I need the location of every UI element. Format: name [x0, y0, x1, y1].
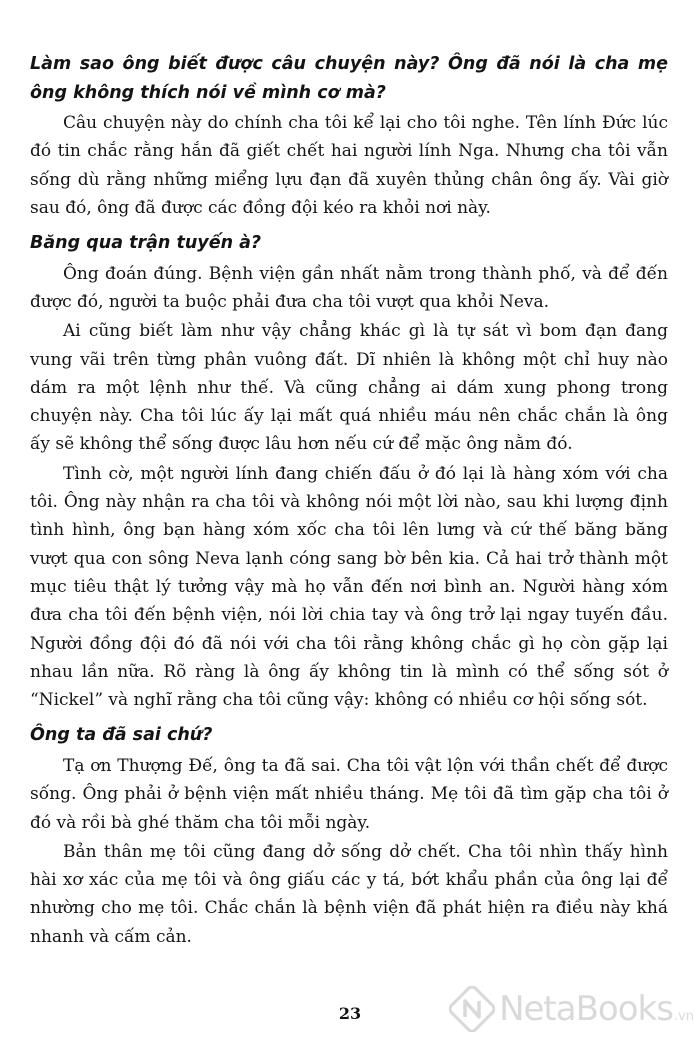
section-3 [30, 721, 668, 951]
watermark-tld: .vn [673, 1008, 694, 1024]
netabooks-logo-icon [449, 986, 495, 1032]
question-heading: Ông ta đã sai chứ? [30, 725, 213, 746]
paragraph: Tình cờ, một người lính đang chiến đấu ở đó lại là hàng xóm với cha tôi. Ông này nhận ra cha tôi và không nói một lời nào, sau khi lượng định tình hình, ông bạn hàng xóm xốc cha tôi lên lưng và cứ thế băng băng vượt qua con sông Neva lạnh cóng sang bờ bên kia. Cả hai trở thành một mục tiêu thật lý tưởng vậy mà họ vẫn đến nơi bình an. Người hàng xóm đưa cha tôi đến bệnh viện, nói lời chia tay và ông trở lại ngay tuyến đầu. Người đồng đội đó đã nói với cha tôi rằng không chắc gì họ còn gặp lại nhau lần nữa. Rõ ràng là ông ấy không tin là mình có thể sống sót ở “Nickel” và nghĩ rằng cha tôi cũng vậy: không có nhiều cơ hội sống sót. [30, 463, 668, 711]
watermark-brand: NetaBooks [499, 989, 673, 1029]
paragraph: Bản thân mẹ tôi cũng đang dở sống dở chết. Cha tôi nhìn thấy hình hài xơ xác của mẹ tôi và ông giấu các y tá, bớt khẩu phần của ông lại để nhường cho mẹ tôi. Chắc chắn là bệnh viện đã phát hiện ra điều này khá nhanh và cấm cản. [30, 841, 668, 947]
paragraph: Ai cũng biết làm như vậy chẳng khác gì là tự sát vì bom đạn đang vung vãi trên từng phân vuông đất. Dĩ nhiên là không một chỉ huy nào dám ra một lệnh như thế. Và cũng chẳng ai dám xung phong trong chuyện này. Cha tôi lúc ấy lại mất quá nhiều máu nên chắc chắn là ông ấy sẽ không thể sống được lâu hơn nếu cứ để mặc ông nằm đó. [30, 321, 668, 455]
paragraph: Tạ ơn Thượng Đế, ông ta đã sai. Cha tôi vật lộn với thần chết để được sống. Ông phải ở bệnh viện mất nhiều tháng. Mẹ tôi đã tìm gặp cha tôi ở đó và rồi bà ghé thăm cha tôi mỗi ngày. [30, 755, 668, 833]
paragraph: Câu chuyện này do chính cha tôi kể lại cho tôi nghe. Tên lính Đức lúc đó tin chắc rằng hắn đã giết chết hai người lính Nga. Nhưng cha tôi vẫn sống dù rằng những miểng lựu đạn đã xuyên thủng chân ông ấy. Vài giờ sau đó, ông đã được các đồng đội kéo ra khỏi nơi này. [30, 113, 668, 218]
question-heading: Băng qua trận tuyến à? [30, 233, 262, 254]
section-2 [30, 229, 668, 714]
question-heading: Làm sao ông biết được câu chuyện này? Ông đã nói là cha mẹ ông không thích nói về mình cơ mà? [30, 54, 668, 103]
section-1 [30, 50, 668, 222]
page-body [30, 50, 668, 952]
paragraph: Ông đoán đúng. Bệnh viện gần nhất nằm trong thành phố, và để đến được đó, người ta buộc phải đưa cha tôi vượt qua khỏi Neva. [30, 263, 668, 312]
page-number: 23 [338, 1004, 362, 1023]
watermark [449, 986, 694, 1032]
